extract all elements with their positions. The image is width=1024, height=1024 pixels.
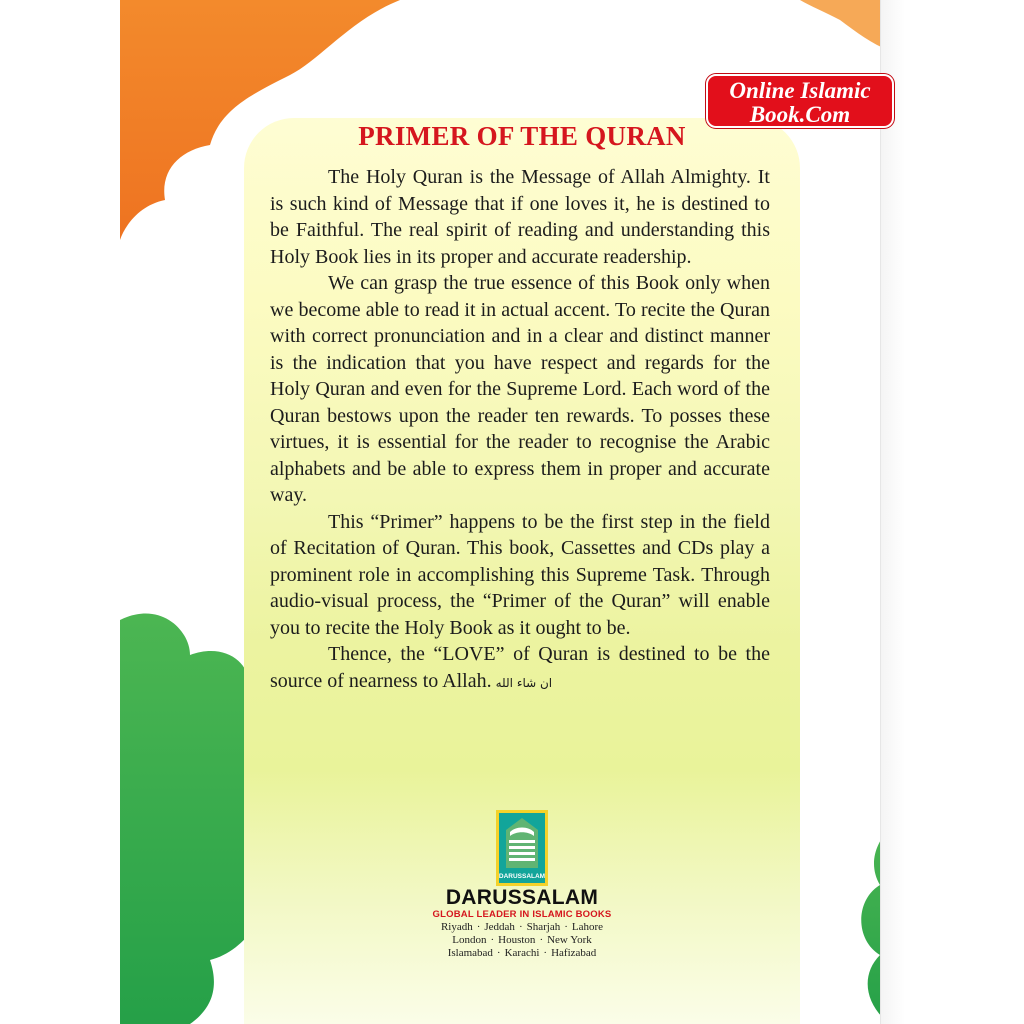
city: London	[452, 934, 487, 946]
city: · New York	[535, 934, 591, 946]
city: · Sharjah	[515, 921, 560, 933]
page-title: PRIMER OF THE QURAN	[358, 121, 686, 151]
publisher-block	[400, 887, 644, 960]
body-text	[270, 164, 770, 696]
paragraph-1: The Holy Quran is the Message of Allah Almighty. It is such kind of Message that if one loves it, he is destined to be Faithful. The real spirit of reading and understanding this Holy Book lies in its proper and accurate readership.	[270, 166, 770, 268]
inshallah-arabic: ان شاء الله	[495, 675, 553, 690]
city: · Karachi	[493, 947, 539, 959]
publisher-cities	[400, 921, 644, 960]
online-islamic-book-watermark[interactable]	[706, 74, 894, 128]
page-edge	[880, 0, 905, 1024]
publisher-name: DARUSSALAM	[445, 886, 599, 909]
city: · Houston	[486, 934, 535, 946]
watermark-line-2: Book.Com	[749, 102, 851, 127]
cities-row-3	[400, 947, 644, 960]
city: Riyadh	[440, 921, 473, 933]
darussalam-logo-icon	[496, 810, 548, 886]
paragraph-2: We can grasp the true essence of this Book only when we become able to read it in actual accent. To recite the Quran with correct pronunciation and in a clear and distinct manner is the indication that you have respect and regards for the Holy Quran and even for the Supreme Lord. Each word of the Quran bestows upon the reader ten rewards. To posses these virtues, it is essential for the reader to recognise the Arabic alphabets and be able to express them in proper and accurate way.	[270, 272, 770, 506]
city: · Hafizabad	[539, 947, 596, 959]
paragraph-3: This “Primer” happens to be the first step in the field of Recitation of Quran. This book, Cassettes and CDs play a prominent role in accomplishing this Supreme Task. Through audio-visual process, the “Primer of the Quran” will enable you to recite the Holy Book as it ought to be.	[270, 510, 770, 639]
city: Islamabad	[447, 947, 493, 959]
logo-label: DARUSSALAM	[498, 873, 546, 880]
paragraph-4-text: Thence, the “LOVE” of Quran is destined to be the source of nearness to Allah.	[270, 643, 770, 692]
city: · Jeddah	[473, 921, 515, 933]
cities-row-2	[400, 934, 644, 947]
watermark-line-1: Online Islamic	[729, 78, 871, 103]
publisher-tagline: GLOBAL LEADER IN ISLAMIC BOOKS	[432, 909, 612, 920]
paragraph-4	[270, 641, 770, 696]
city: · Lahore	[560, 921, 603, 933]
cities-row-1	[400, 921, 644, 934]
